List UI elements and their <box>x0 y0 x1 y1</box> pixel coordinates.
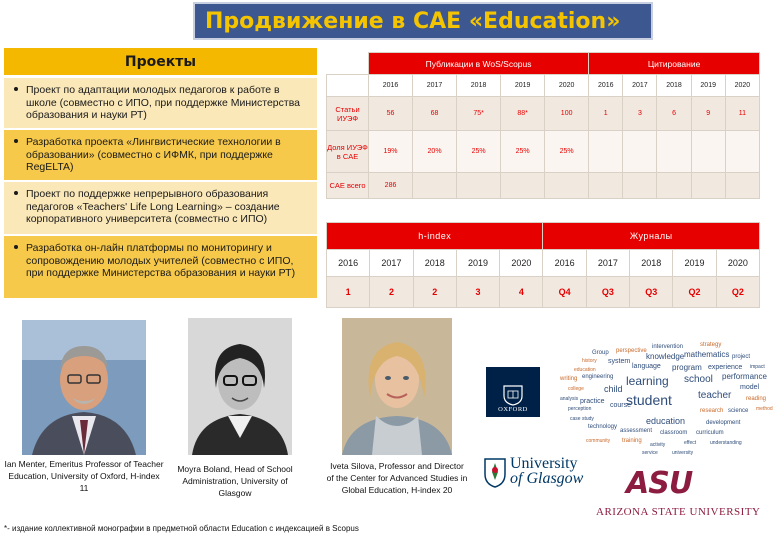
word-cloud-term: performance <box>722 372 767 381</box>
word-cloud-term: model <box>740 384 760 391</box>
footnote: *- издание коллективной монографии в предметной области Education с индексацией в Scopus <box>4 524 359 533</box>
word-cloud-term: education <box>574 367 596 373</box>
word-cloud-term: intervention <box>652 344 684 350</box>
word-cloud-term: effect <box>684 440 697 446</box>
word-cloud-term: teacher <box>698 390 732 401</box>
word-cloud-term: perspective <box>616 348 647 354</box>
portrait-photo <box>22 320 146 455</box>
bullet-icon <box>14 139 18 143</box>
bullet-icon <box>14 87 18 91</box>
word-cloud-term: analysis <box>560 396 579 402</box>
table-cell <box>725 131 759 173</box>
journal-quartile: Q4 <box>543 277 586 308</box>
project-text: Проект по поддержке непрерывного образования педагогов «Teachers' Life Long Learning» – создание корпоративного университета (совместно с ИПО) <box>26 188 280 225</box>
table-cell: 9 <box>691 97 725 131</box>
year-header: 2016 <box>327 250 370 277</box>
hindex-value: 1 <box>327 277 370 308</box>
word-cloud-term: understanding <box>710 440 742 446</box>
table-cell: 25% <box>501 131 545 173</box>
table-cell <box>413 173 457 199</box>
table-cell: 75* <box>457 97 501 131</box>
word-cloud-term: university <box>672 450 694 456</box>
word-cloud-term: practice <box>580 398 605 405</box>
year-header: 2016 <box>589 75 623 97</box>
table-cell: 56 <box>369 97 413 131</box>
word-cloud-term: course <box>610 402 632 409</box>
word-cloud-term: writing <box>560 376 578 382</box>
year-header: 2020 <box>500 250 543 277</box>
word-cloud-term: system <box>608 358 631 365</box>
word-cloud-term: program <box>672 363 702 372</box>
journal-quartile: Q3 <box>586 277 629 308</box>
table-cell: 6 <box>657 97 691 131</box>
word-cloud-term: Group <box>592 350 609 356</box>
word-cloud-term: reading <box>746 396 767 402</box>
year-header: 2017 <box>586 250 629 277</box>
project-text: Разработка проекта «Лингвистические технологии в образовании» (совместно с ИФМК, при поддержке RegELTA) <box>26 136 281 173</box>
year-header: 2018 <box>413 250 456 277</box>
table-cell <box>457 173 501 199</box>
word-cloud-term: technology <box>588 424 618 430</box>
word-cloud-term: engineering <box>582 374 614 380</box>
word-cloud-term: research <box>700 408 724 414</box>
table-cell <box>623 173 657 199</box>
word-cloud-term: training <box>622 438 642 444</box>
word-cloud-term: activity <box>650 442 666 448</box>
asu-logo-mark: ASU <box>626 466 693 501</box>
word-cloud <box>560 342 775 460</box>
row-label: Статьи ИУЭФ <box>327 97 369 131</box>
asu-logo <box>596 466 766 522</box>
journal-quartile: Q2 <box>716 277 759 308</box>
year-header: 2018 <box>457 75 501 97</box>
table-cell: 286 <box>369 173 413 199</box>
project-item <box>4 182 317 234</box>
journal-quartile: Q2 <box>673 277 716 308</box>
word-cloud-term: classroom <box>660 430 688 436</box>
word-cloud-term: knowledge <box>646 352 685 361</box>
year-header: 2018 <box>657 75 691 97</box>
oxford-logo-text: OXFORD <box>498 406 528 413</box>
year-header: 2016 <box>543 250 586 277</box>
table-cell <box>691 131 725 173</box>
table-cell <box>545 173 589 199</box>
word-cloud-term: mathematics <box>684 350 730 359</box>
word-cloud-term: community <box>586 438 611 444</box>
year-header: 2020 <box>545 75 589 97</box>
glasgow-crest-icon <box>484 458 506 488</box>
word-cloud-term: service <box>642 450 658 456</box>
word-cloud-term: project <box>732 354 751 360</box>
year-header: 2019 <box>691 75 725 97</box>
word-cloud-term: development <box>706 420 741 426</box>
word-cloud-term: strategy <box>700 342 722 348</box>
portrait-caption: Moyra Boland, Head of School Administration, University of Glasgow <box>177 464 293 498</box>
table-cell <box>657 173 691 199</box>
hindex-value: 2 <box>370 277 413 308</box>
table-cell <box>691 173 725 199</box>
word-cloud-term: perception <box>568 406 592 412</box>
citations-header: Цитирование <box>589 53 760 75</box>
portrait-photo <box>188 318 292 455</box>
year-header: 2020 <box>725 75 759 97</box>
table-cell: 25% <box>545 131 589 173</box>
table-cell: 25% <box>457 131 501 173</box>
bullet-icon <box>14 245 18 249</box>
year-header: 2020 <box>716 250 759 277</box>
projects-header <box>4 48 317 75</box>
row-label: CAE всего <box>327 173 369 199</box>
journal-quartile: Q3 <box>630 277 673 308</box>
hindex-value: 3 <box>456 277 499 308</box>
glasgow-logo-line1: University <box>510 455 578 472</box>
table-corner <box>327 53 369 75</box>
table-cell <box>725 173 759 199</box>
hindex-value: 4 <box>500 277 543 308</box>
project-item <box>4 78 317 128</box>
project-text: Проект по адаптации молодых педагогов к работе в школе (совместно с ИПО, при поддержке Министерства образования и науки РТ) <box>26 84 301 121</box>
glasgow-logo <box>484 456 594 492</box>
oxford-logo <box>486 367 540 417</box>
table-cell <box>657 131 691 173</box>
page-title: Продвижение в CAE «Education» <box>205 8 621 34</box>
year-header: 2016 <box>369 75 413 97</box>
word-cloud-term: school <box>684 374 713 385</box>
word-cloud-term: college <box>568 386 584 392</box>
table-cell: 20% <box>413 131 457 173</box>
row-label: Доля ИУЭФ в CAE <box>327 131 369 173</box>
table-corner <box>327 75 369 97</box>
page-title-banner <box>193 2 653 40</box>
word-cloud-term: case study <box>570 416 594 422</box>
table-cell: 3 <box>623 97 657 131</box>
table-cell: 1 <box>589 97 623 131</box>
publications-header: Публикации в WoS/Scopus <box>369 53 589 75</box>
table-cell <box>589 173 623 199</box>
word-cloud-term: learning <box>626 374 669 388</box>
word-cloud-term: student <box>626 392 672 408</box>
table-cell <box>501 173 545 199</box>
table-cell <box>623 131 657 173</box>
portrait-caption: Ian Menter, Emeritus Professor of Teacher Education, University of Oxford, H-index 11 <box>4 459 164 493</box>
table-cell: 68 <box>413 97 457 131</box>
portrait-photo <box>342 318 452 455</box>
word-cloud-term: impact <box>750 364 765 370</box>
oxford-crest-icon <box>502 384 524 406</box>
year-header: 2019 <box>456 250 499 277</box>
word-cloud-term: assessment <box>620 428 653 434</box>
word-cloud-term: science <box>728 408 749 414</box>
year-header: 2017 <box>623 75 657 97</box>
table-cell: 100 <box>545 97 589 131</box>
hindex-journals-table <box>326 222 760 308</box>
publications-table <box>326 52 760 199</box>
word-cloud-term: history <box>582 358 597 364</box>
hindex-header: h-index <box>327 223 543 250</box>
hindex-value: 2 <box>413 277 456 308</box>
word-cloud-term: education <box>646 416 686 426</box>
word-cloud-term: experience <box>708 364 743 371</box>
year-header: 2019 <box>673 250 716 277</box>
projects-header-label: Проекты <box>124 53 197 70</box>
word-cloud-term: curriculum <box>696 430 724 436</box>
year-header: 2017 <box>413 75 457 97</box>
project-text: Разработка он-лайн платформы по мониторингу и сопровождению молодых учителей (совместно с ИПО, при поддержке Министерства образования и науки РТ) <box>26 242 296 279</box>
asu-logo-name: ARIZONA STATE UNIVERSITY <box>596 506 761 518</box>
table-cell <box>589 131 623 173</box>
word-cloud-term: method <box>756 406 773 412</box>
portrait-caption: Iveta Silova, Professor and Director of the Center for Advanced Studies in Global Education, H-index 20 <box>326 461 468 495</box>
word-cloud-term: child <box>604 384 623 394</box>
project-item <box>4 130 317 180</box>
year-header: 2018 <box>630 250 673 277</box>
journals-header: Журналы <box>543 223 760 250</box>
year-header: 2019 <box>501 75 545 97</box>
table-cell: 11 <box>725 97 759 131</box>
table-cell: 19% <box>369 131 413 173</box>
table-cell: 88* <box>501 97 545 131</box>
glasgow-logo-line2: of Glasgow <box>510 470 584 487</box>
year-header: 2017 <box>370 250 413 277</box>
project-item <box>4 236 317 298</box>
word-cloud-term: language <box>632 363 661 370</box>
bullet-icon <box>14 191 18 195</box>
